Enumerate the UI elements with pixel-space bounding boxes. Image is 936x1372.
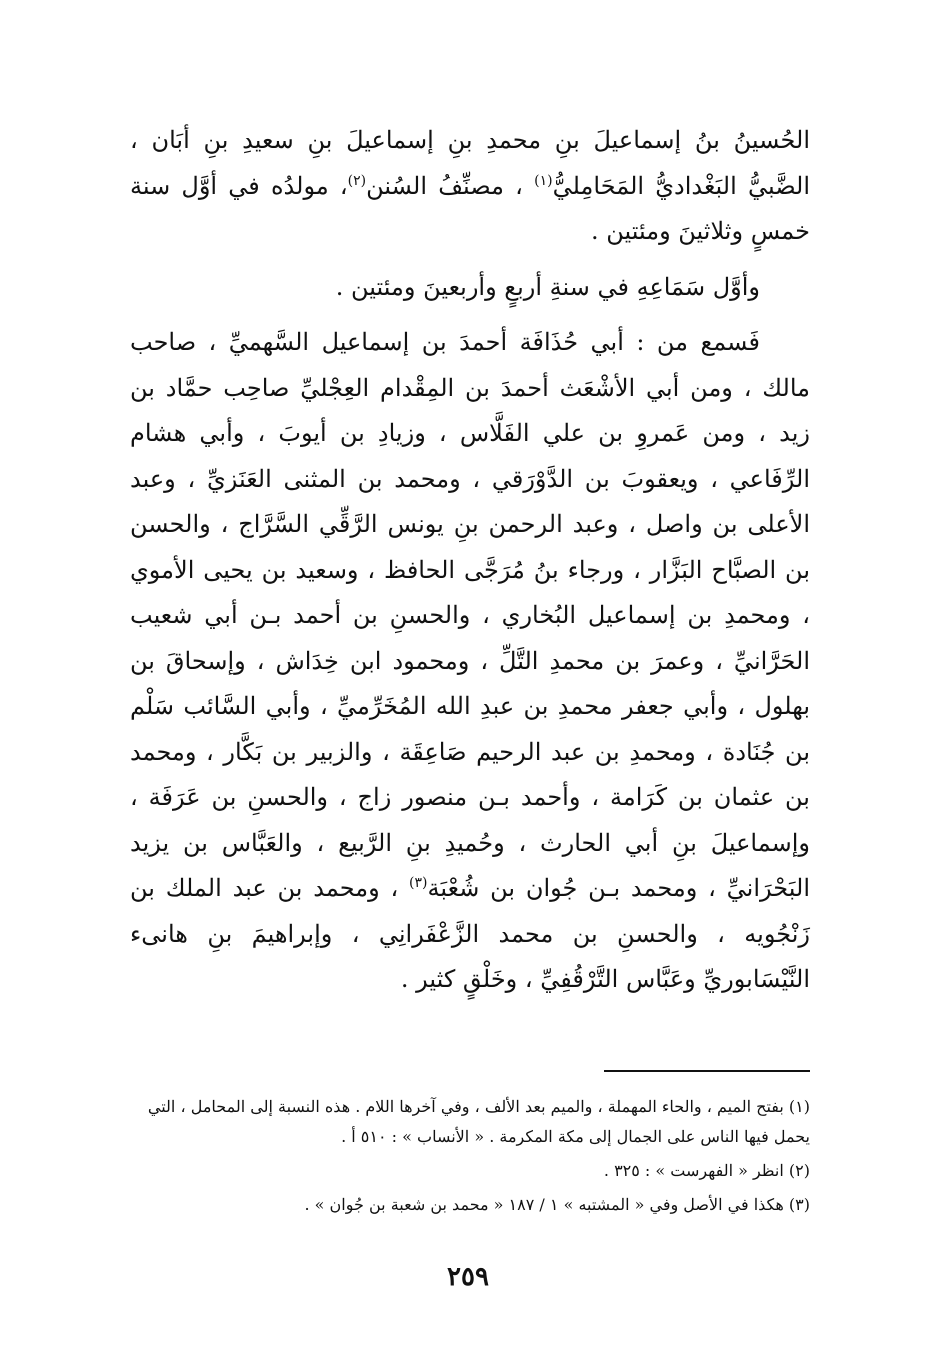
footnote-ref-3: (٣) [409, 875, 428, 891]
biography-text: ، مصنِّفُ السُنن [366, 171, 523, 200]
biography-paragraph-1 [130, 118, 810, 255]
footnotes [130, 1092, 810, 1220]
footnote-ref-2: (٢) [347, 172, 367, 189]
biography-text: الحُسينُ بنُ إسماعيلَ بنِ محمدِ بنِ إسماعيلَ بنِ سعيدِ بنِ أبَان ، الضَّبيُّ البَغْداديُّ المَحَامِليُّ [130, 126, 811, 200]
footnote-2: (٢) انظر « الفهرست » : ٣٢٥ . [603, 1161, 810, 1180]
footnote-ref-1: (١) [534, 172, 553, 189]
main-text [130, 118, 810, 1003]
teachers-list: فَسمع من : أبي حُذَافَة أحمدَ بن إسماعيل السَّهميِّ ، صاحب مالك ، ومن أبي الأشْعَث أحمدَ بن المِقْدام العِجْليِّ صاحِب حمَّاد بن زيد ، ومن عَمروِ بن علي الفَلَّاس ، وزيادِ بن أيوبَ ، وأبي هشام الرِّفَاعي ، ويعقوبَ بن الدَّوْرَقي ، ومحمد بن المثنى العَنَزيِّ ، وعبد الأعلى بن واصل ، وعبد الرحمن بنِ يونس الرَّقِّي السَّرَّاج ، والحسن بن الصبَّاح البَزَّار ، ورجاء بنُ مُرَجَّى الحافظ ، وسعيد بن يحيى الأموي ، ومحمدِ بن إسماعيل البُخاري ، والحسنِ بن أحمد بـن أبي شعيب الحَرَّانيِّ ، وعمرَ بن محمدِ التَّلِّ ، ومحمود ابن خِدَاش ، وإسحاقَ بن بهلول ، وأبي جعفر محمدِ بن عبدِ الله المُخَرِّميِّ ، وأبي السَّائب سَلْم بن جُنَادة ، ومحمدِ بن عبد الرحيم صَاعِقَة ، والزبير بن بَكَّار ، ومحمد بن عثمان بن كَرَامة ، وأحمد بـن منصور زاج ، والحسنِ بن عَرَفَة ، وإسماعيلَ بنِ أبي الحارث ، وحُميدِ بنِ الرَّبيع ، والعَبَّاس بن يزيد البَحْرَانيِّ ، ومحمد بـن جُوان بن شُعْبَة [130, 328, 810, 902]
biography-paragraph-2: وأوَّل سَمَاعِهِ في سنةِ أربعٍ وأربعينَ ومئتين . [335, 272, 760, 301]
footnote-1: (١) بفتح الميم ، والحاء المهملة ، والميم بعد الألف ، وفي آخرها اللام . هذه النسبة إلى المحامل ، التي يحمل فيها الناس على الجمال إلى مكة المكرمة . « الأنساب » : ٥١٠ أ . [147, 1097, 810, 1146]
teachers-list: ، ومحمد بن عبد الملك بن زَنْجُويه ، والحسنِ بن محمد الزَّعْفَرانِي ، وإبراهيمَ بنِ هانىء النَّيْسَابوريِّ وعَبَّاس التَّرْقُفِيِّ ، وخَلْقٍ كثير . [130, 874, 810, 993]
biography-paragraph-3 [130, 320, 810, 1003]
footnote-separator [604, 1070, 810, 1072]
biography-text: ، مولدُه في أوَّل سنة خمسٍ وثلاثينَ ومئتين . [130, 171, 810, 245]
page-number: ٢٥٩ [447, 1262, 489, 1292]
footnote-3: (٣) هكذا في الأصل وفي « المشتبه » ١ / ١٨٧ « محمد بن شعبة بن جُوان » . [304, 1195, 810, 1214]
